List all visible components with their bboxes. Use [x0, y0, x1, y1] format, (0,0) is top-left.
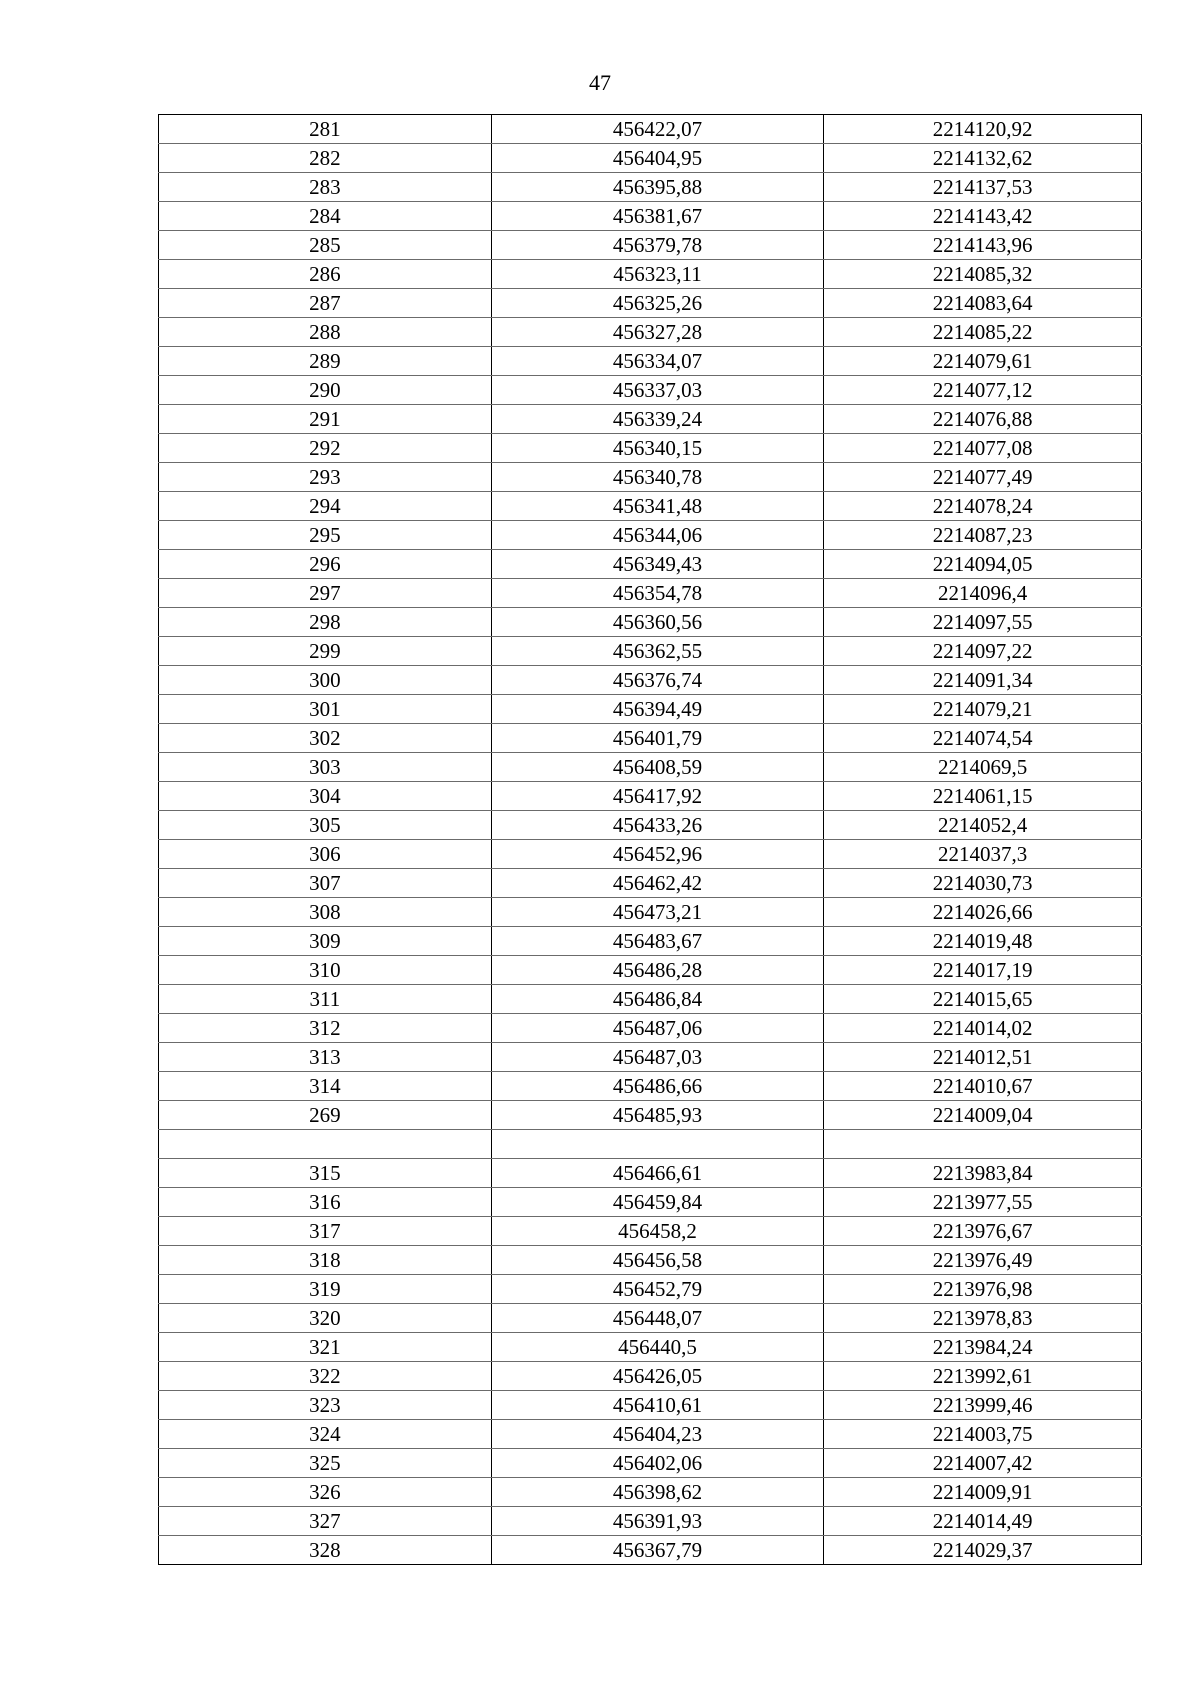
x-coordinate-cell: 456349,43: [491, 550, 824, 579]
x-coordinate-cell: 456422,07: [491, 115, 824, 144]
x-coordinate-cell: 456483,67: [491, 927, 824, 956]
x-coordinate-cell: 456344,06: [491, 521, 824, 550]
y-coordinate-cell: 2214014,02: [824, 1014, 1142, 1043]
table-row: [159, 1159, 1142, 1188]
y-coordinate-cell: 2213977,55: [824, 1188, 1142, 1217]
point-number-cell: 288: [159, 318, 492, 347]
x-coordinate-cell: 456485,93: [491, 1101, 824, 1130]
x-coordinate-cell: 456376,74: [491, 666, 824, 695]
x-coordinate-cell: 456327,28: [491, 318, 824, 347]
x-coordinate-cell: 456354,78: [491, 579, 824, 608]
y-coordinate-cell: 2213976,67: [824, 1217, 1142, 1246]
point-number-cell: 328: [159, 1536, 492, 1565]
x-coordinate-cell: 456417,92: [491, 782, 824, 811]
table-row: [159, 811, 1142, 840]
table-row: [159, 1072, 1142, 1101]
point-number-cell: 305: [159, 811, 492, 840]
y-coordinate-cell: 2214076,88: [824, 405, 1142, 434]
y-coordinate-cell: 2214120,92: [824, 115, 1142, 144]
y-coordinate-cell: 2214137,53: [824, 173, 1142, 202]
y-coordinate-cell: 2214083,64: [824, 289, 1142, 318]
y-coordinate-cell: 2214014,49: [824, 1507, 1142, 1536]
point-number-cell: 325: [159, 1449, 492, 1478]
x-coordinate-cell: 456362,55: [491, 637, 824, 666]
table-row: [159, 1130, 1142, 1159]
y-coordinate-cell: 2214069,5: [824, 753, 1142, 782]
table-row: [159, 434, 1142, 463]
x-coordinate-cell: 456452,96: [491, 840, 824, 869]
table-row: [159, 898, 1142, 927]
x-coordinate-cell: 456340,15: [491, 434, 824, 463]
y-coordinate-cell: 2214009,04: [824, 1101, 1142, 1130]
table-row: [159, 637, 1142, 666]
x-coordinate-cell: 456462,42: [491, 869, 824, 898]
point-number-cell: 312: [159, 1014, 492, 1043]
point-number-cell: 294: [159, 492, 492, 521]
x-coordinate-cell: 456410,61: [491, 1391, 824, 1420]
x-coordinate-cell: 456458,2: [491, 1217, 824, 1246]
coordinates-table-body: [159, 115, 1142, 1565]
y-coordinate-cell: 2214019,48: [824, 927, 1142, 956]
table-row: [159, 144, 1142, 173]
point-number-cell: 302: [159, 724, 492, 753]
table-row: [159, 1536, 1142, 1565]
table-row: [159, 289, 1142, 318]
y-coordinate-cell: 2214077,12: [824, 376, 1142, 405]
table-row: [159, 260, 1142, 289]
table-row: [159, 666, 1142, 695]
point-number-cell: 311: [159, 985, 492, 1014]
table-row: [159, 1043, 1142, 1072]
point-number-cell: 298: [159, 608, 492, 637]
y-coordinate-cell: 2214143,42: [824, 202, 1142, 231]
y-coordinate-cell: 2214030,73: [824, 869, 1142, 898]
table-row: [159, 753, 1142, 782]
y-coordinate-cell: 2214077,08: [824, 434, 1142, 463]
point-number-cell: 320: [159, 1304, 492, 1333]
x-coordinate-cell: 456487,03: [491, 1043, 824, 1072]
y-coordinate-cell: 2214085,32: [824, 260, 1142, 289]
y-coordinate-cell: 2214094,05: [824, 550, 1142, 579]
point-number-cell: 315: [159, 1159, 492, 1188]
y-coordinate-cell: 2214017,19: [824, 956, 1142, 985]
x-coordinate-cell: 456379,78: [491, 231, 824, 260]
table-row: [159, 405, 1142, 434]
y-coordinate-cell: 2214074,54: [824, 724, 1142, 753]
y-coordinate-cell: 2214010,67: [824, 1072, 1142, 1101]
point-number-cell: 301: [159, 695, 492, 724]
table-row: [159, 985, 1142, 1014]
table-row: [159, 840, 1142, 869]
point-number-cell: 285: [159, 231, 492, 260]
coordinates-table: [158, 114, 1142, 1565]
y-coordinate-cell: 2214097,55: [824, 608, 1142, 637]
y-coordinate-cell: 2214026,66: [824, 898, 1142, 927]
table-row: [159, 115, 1142, 144]
table-row: [159, 579, 1142, 608]
x-coordinate-cell: 456486,66: [491, 1072, 824, 1101]
x-coordinate-cell: 456404,95: [491, 144, 824, 173]
point-number-cell: 299: [159, 637, 492, 666]
point-number-cell: 293: [159, 463, 492, 492]
table-row: [159, 463, 1142, 492]
x-coordinate-cell: 456452,79: [491, 1275, 824, 1304]
point-number-cell: 286: [159, 260, 492, 289]
x-coordinate-cell: 456466,61: [491, 1159, 824, 1188]
table-row: [159, 1333, 1142, 1362]
x-coordinate-cell: 456381,67: [491, 202, 824, 231]
point-number-cell: 313: [159, 1043, 492, 1072]
x-coordinate-cell: 456367,79: [491, 1536, 824, 1565]
table-row: [159, 202, 1142, 231]
y-coordinate-cell: 2214087,23: [824, 521, 1142, 550]
table-row: [159, 1101, 1142, 1130]
y-coordinate-cell: 2214079,61: [824, 347, 1142, 376]
y-coordinate-cell: 2214078,24: [824, 492, 1142, 521]
table-row: [159, 1362, 1142, 1391]
point-number-cell: 269: [159, 1101, 492, 1130]
x-coordinate-cell: 456486,28: [491, 956, 824, 985]
point-number-cell: 281: [159, 115, 492, 144]
point-number-cell: 303: [159, 753, 492, 782]
y-coordinate-cell: 2214143,96: [824, 231, 1142, 260]
point-number-cell: 323: [159, 1391, 492, 1420]
x-coordinate-cell: 456404,23: [491, 1420, 824, 1449]
x-coordinate-cell: 456401,79: [491, 724, 824, 753]
x-coordinate-cell: 456408,59: [491, 753, 824, 782]
y-coordinate-cell: 2213999,46: [824, 1391, 1142, 1420]
x-coordinate-cell: [491, 1130, 824, 1159]
table-row: [159, 927, 1142, 956]
table-row: [159, 608, 1142, 637]
y-coordinate-cell: 2214079,21: [824, 695, 1142, 724]
table-row: [159, 1449, 1142, 1478]
point-number-cell: 326: [159, 1478, 492, 1507]
point-number-cell: 282: [159, 144, 492, 173]
y-coordinate-cell: 2213984,24: [824, 1333, 1142, 1362]
point-number-cell: 295: [159, 521, 492, 550]
x-coordinate-cell: 456391,93: [491, 1507, 824, 1536]
x-coordinate-cell: 456426,05: [491, 1362, 824, 1391]
table-row: [159, 1391, 1142, 1420]
x-coordinate-cell: 456486,84: [491, 985, 824, 1014]
x-coordinate-cell: 456394,49: [491, 695, 824, 724]
table-row: [159, 1188, 1142, 1217]
point-number-cell: 322: [159, 1362, 492, 1391]
table-row: [159, 550, 1142, 579]
table-row: [159, 318, 1142, 347]
table-row: [159, 173, 1142, 202]
y-coordinate-cell: 2214037,3: [824, 840, 1142, 869]
x-coordinate-cell: 456323,11: [491, 260, 824, 289]
y-coordinate-cell: 2214132,62: [824, 144, 1142, 173]
point-number-cell: 317: [159, 1217, 492, 1246]
y-coordinate-cell: 2213976,49: [824, 1246, 1142, 1275]
point-number-cell: 316: [159, 1188, 492, 1217]
x-coordinate-cell: 456459,84: [491, 1188, 824, 1217]
x-coordinate-cell: 456341,48: [491, 492, 824, 521]
point-number-cell: 300: [159, 666, 492, 695]
y-coordinate-cell: 2214096,4: [824, 579, 1142, 608]
point-number-cell: 284: [159, 202, 492, 231]
y-coordinate-cell: 2214012,51: [824, 1043, 1142, 1072]
point-number-cell: 304: [159, 782, 492, 811]
table-row: [159, 492, 1142, 521]
table-row: [159, 782, 1142, 811]
table-row: [159, 1304, 1142, 1333]
y-coordinate-cell: 2214029,37: [824, 1536, 1142, 1565]
table-row: [159, 956, 1142, 985]
table-row: [159, 1217, 1142, 1246]
page-number: 47: [589, 70, 611, 95]
x-coordinate-cell: 456448,07: [491, 1304, 824, 1333]
table-row: [159, 1246, 1142, 1275]
point-number-cell: 296: [159, 550, 492, 579]
point-number-cell: 290: [159, 376, 492, 405]
point-number-cell: 291: [159, 405, 492, 434]
point-number-cell: 321: [159, 1333, 492, 1362]
point-number-cell: 297: [159, 579, 492, 608]
point-number-cell: 292: [159, 434, 492, 463]
point-number-cell: 309: [159, 927, 492, 956]
x-coordinate-cell: 456433,26: [491, 811, 824, 840]
point-number-cell: [159, 1130, 492, 1159]
y-coordinate-cell: 2213978,83: [824, 1304, 1142, 1333]
y-coordinate-cell: 2214009,91: [824, 1478, 1142, 1507]
x-coordinate-cell: 456398,62: [491, 1478, 824, 1507]
x-coordinate-cell: 456334,07: [491, 347, 824, 376]
x-coordinate-cell: 456456,58: [491, 1246, 824, 1275]
y-coordinate-cell: 2214091,34: [824, 666, 1142, 695]
y-coordinate-cell: 2214003,75: [824, 1420, 1142, 1449]
point-number-cell: 327: [159, 1507, 492, 1536]
point-number-cell: 306: [159, 840, 492, 869]
x-coordinate-cell: 456440,5: [491, 1333, 824, 1362]
table-row: [159, 376, 1142, 405]
point-number-cell: 307: [159, 869, 492, 898]
x-coordinate-cell: 456360,56: [491, 608, 824, 637]
point-number-cell: 287: [159, 289, 492, 318]
table-row: [159, 724, 1142, 753]
point-number-cell: 308: [159, 898, 492, 927]
y-coordinate-cell: 2214085,22: [824, 318, 1142, 347]
x-coordinate-cell: 456325,26: [491, 289, 824, 318]
y-coordinate-cell: 2214007,42: [824, 1449, 1142, 1478]
table-row: [159, 1507, 1142, 1536]
point-number-cell: 314: [159, 1072, 492, 1101]
y-coordinate-cell: 2214061,15: [824, 782, 1142, 811]
x-coordinate-cell: 456402,06: [491, 1449, 824, 1478]
point-number-cell: 324: [159, 1420, 492, 1449]
y-coordinate-cell: 2214015,65: [824, 985, 1142, 1014]
point-number-cell: 318: [159, 1246, 492, 1275]
table-row: [159, 869, 1142, 898]
table-row: [159, 521, 1142, 550]
x-coordinate-cell: 456487,06: [491, 1014, 824, 1043]
y-coordinate-cell: 2214052,4: [824, 811, 1142, 840]
x-coordinate-cell: 456473,21: [491, 898, 824, 927]
table-row: [159, 1014, 1142, 1043]
y-coordinate-cell: 2214077,49: [824, 463, 1142, 492]
x-coordinate-cell: 456337,03: [491, 376, 824, 405]
point-number-cell: 289: [159, 347, 492, 376]
table-row: [159, 695, 1142, 724]
point-number-cell: 319: [159, 1275, 492, 1304]
y-coordinate-cell: [824, 1130, 1142, 1159]
table-row: [159, 347, 1142, 376]
table-row: [159, 231, 1142, 260]
table-row: [159, 1478, 1142, 1507]
table-row: [159, 1275, 1142, 1304]
x-coordinate-cell: 456395,88: [491, 173, 824, 202]
table-row: [159, 1420, 1142, 1449]
y-coordinate-cell: 2213976,98: [824, 1275, 1142, 1304]
x-coordinate-cell: 456339,24: [491, 405, 824, 434]
point-number-cell: 310: [159, 956, 492, 985]
y-coordinate-cell: 2213983,84: [824, 1159, 1142, 1188]
y-coordinate-cell: 2213992,61: [824, 1362, 1142, 1391]
point-number-cell: 283: [159, 173, 492, 202]
y-coordinate-cell: 2214097,22: [824, 637, 1142, 666]
x-coordinate-cell: 456340,78: [491, 463, 824, 492]
